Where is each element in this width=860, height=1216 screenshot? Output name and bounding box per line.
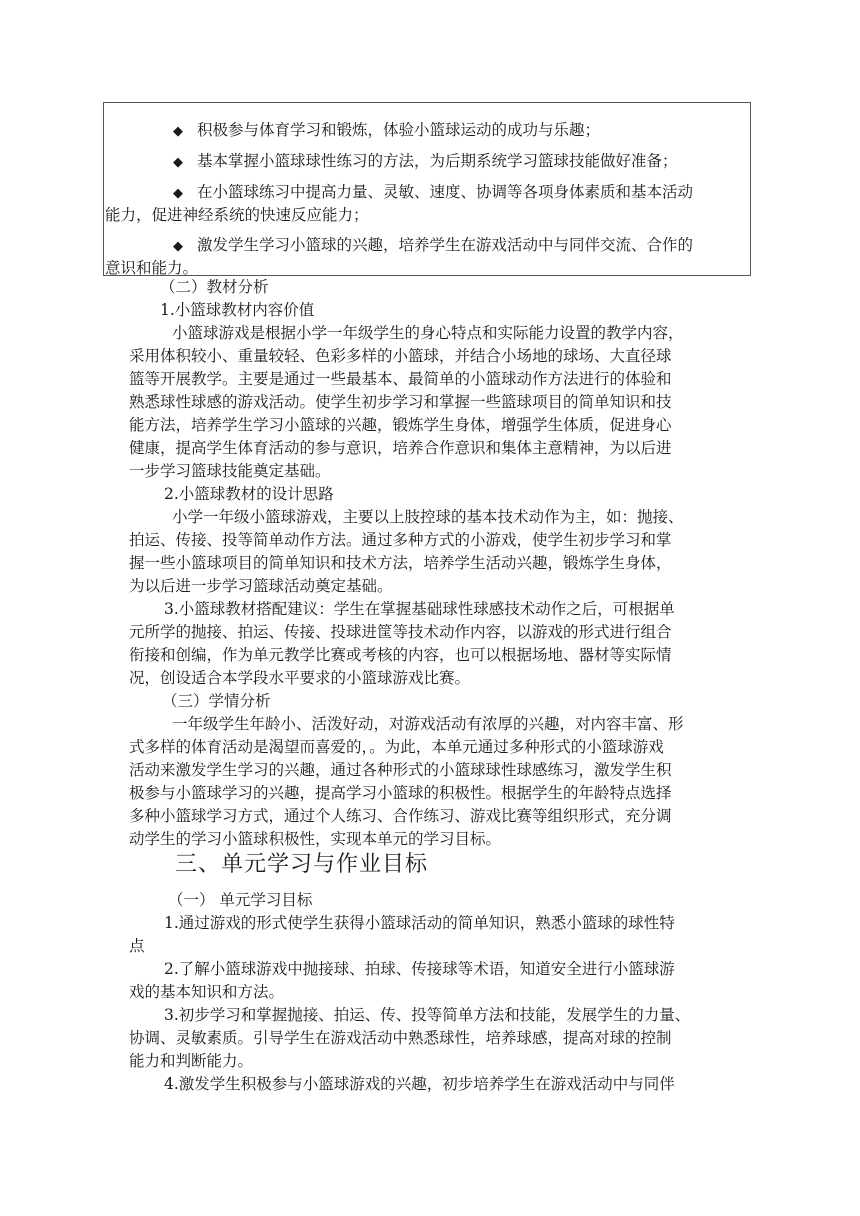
chapter-title: 三、单元学习与作业目标	[175, 852, 429, 877]
diamond-bullet-icon: ◆	[173, 186, 183, 201]
paragraph-line: 为以后进一步学习篮球活动奠定基础。	[129, 577, 393, 595]
objective-item: ◆ 激发学生学习小篮球的兴趣，培养学生在游戏活动中与同伴交流、合作的	[173, 236, 694, 254]
subsection-heading: （一） 单元学习目标	[168, 891, 313, 909]
diamond-bullet-icon: ◆	[173, 155, 183, 170]
objectives-box	[103, 102, 751, 276]
goal-line: 2.了解小篮球游戏中抛接球、拍球、传接球等术语，知道安全进行小篮球游	[164, 960, 675, 978]
goal-line: 能力和判断能力。	[129, 1052, 254, 1070]
subsection-heading: 1.小篮球教材内容价值	[160, 301, 315, 319]
diamond-bullet-icon: ◆	[173, 239, 183, 254]
paragraph-line: 拍运、传接、投等简单动作方法。通过多种方式的小游戏，使学生初步学习和掌	[129, 531, 672, 549]
paragraph-line: 活动来激发学生学习的兴趣，通过各种形式的小篮球球性球感练习，激发学生积	[129, 761, 672, 779]
paragraph-line: 多种小篮球学习方式，通过个人练习、合作练习、游戏比赛等组织形式，充分调	[129, 807, 672, 825]
goal-line: 点	[129, 937, 145, 955]
section-heading: （三）学情分析	[162, 692, 271, 710]
objective-item: ◆ 基本掌握小篮球球性练习的方法，为后期系统学习篮球技能做好准备；	[173, 152, 678, 170]
objective-item: ◆ 在小篮球练习中提高力量、灵敏、速度、协调等各项身体素质和基本活动	[173, 183, 694, 201]
paragraph-line: 小篮球游戏是根据小学一年级学生的身心特点和实际能力设置的教学内容，	[172, 324, 684, 342]
paragraph-line: 极参与小篮球学习的兴趣，提高学习小篮球的积极性。根据学生的年龄特点选择	[129, 784, 672, 802]
goal-line: 3.初步学习和掌握抛接、拍运、传、投等简单方法和技能，发展学生的力量、	[164, 1006, 691, 1024]
paragraph-line: 元所学的抛接、拍运、传接、投球进筐等技术动作内容，以游戏的形式进行组合	[129, 623, 672, 641]
paragraph-line: 能方法，培养学生学习小篮球的兴趣，锻炼学生身体，增强学生体质，促进身心	[129, 416, 672, 434]
paragraph-line: 一年级学生年龄小、活泼好动，对游戏活动有浓厚的兴趣，对内容丰富、形	[172, 715, 684, 733]
goal-line: 4.激发学生积极参与小篮球游戏的兴趣，初步培养学生在游戏活动中与同伴	[164, 1075, 675, 1093]
paragraph-line: 熟悉球性球感的游戏活动。使学生初步学习和掌握一些篮球项目的简单知识和技	[129, 393, 672, 411]
paragraph-line: 小学一年级小篮球游戏，主要以上肢控球的基本技术动作为主，如：抛接、	[172, 508, 684, 526]
objective-item-continuation: 意识和能力。	[105, 259, 199, 277]
goal-line: 戏的基本知识和方法。	[129, 983, 285, 1001]
paragraph-line: 式多样的体育活动是渴望而喜爱的，。为此，本单元通过多种形式的小篮球游戏	[129, 738, 664, 756]
paragraph-line: 健康，提高学生体育活动的参与意识，培养合作意识和集体主意精神，为以后进	[129, 439, 672, 457]
goal-line: 协调、灵敏素质。引导学生在游戏活动中熟悉球性，培养球感，提高对球的控制	[129, 1029, 672, 1047]
paragraph-line: 采用体积较小、重量较轻、色彩多样的小篮球，并结合小场地的球场、大直径球	[129, 347, 672, 365]
objective-item-continuation: 能力，促进神经系统的快速反应能力；	[105, 206, 369, 224]
objective-item: ◆ 积极参与体育学习和锻炼，体验小篮球运动的成功与乐趣；	[173, 121, 601, 139]
paragraph-line: 衔接和创编，作为单元教学比赛或考核的内容，也可以根据场地、器材等实际情	[129, 646, 672, 664]
paragraph-line: 况，创设适合本学段水平要求的小篮球游戏比赛。	[129, 669, 471, 687]
diamond-bullet-icon: ◆	[173, 124, 183, 139]
subsection-heading: 2.小篮球教材的设计思路	[164, 485, 334, 503]
paragraph-line: 握一些小篮球项目的简单知识和技术方法，培养学生活动兴趣，锻炼学生身体，	[129, 554, 672, 572]
paragraph-line: 一步学习篮球技能奠定基础。	[129, 462, 331, 480]
paragraph-line: 3.小篮球教材搭配建议：学生在掌握基础球性球感技术动作之后，可根据单	[164, 600, 675, 618]
paragraph-line: 篮等开展教学。主要是通过一些最基本、最简单的小篮球动作方法进行的体验和	[129, 370, 672, 388]
section-heading: （二）教材分析	[160, 278, 269, 296]
paragraph-line: 动学生的学习小篮球积极性，实现本单元的学习目标。	[129, 830, 502, 848]
goal-line: 1.通过游戏的形式使学生获得小篮球活动的简单知识，熟悉小篮球的球性特	[164, 914, 675, 932]
